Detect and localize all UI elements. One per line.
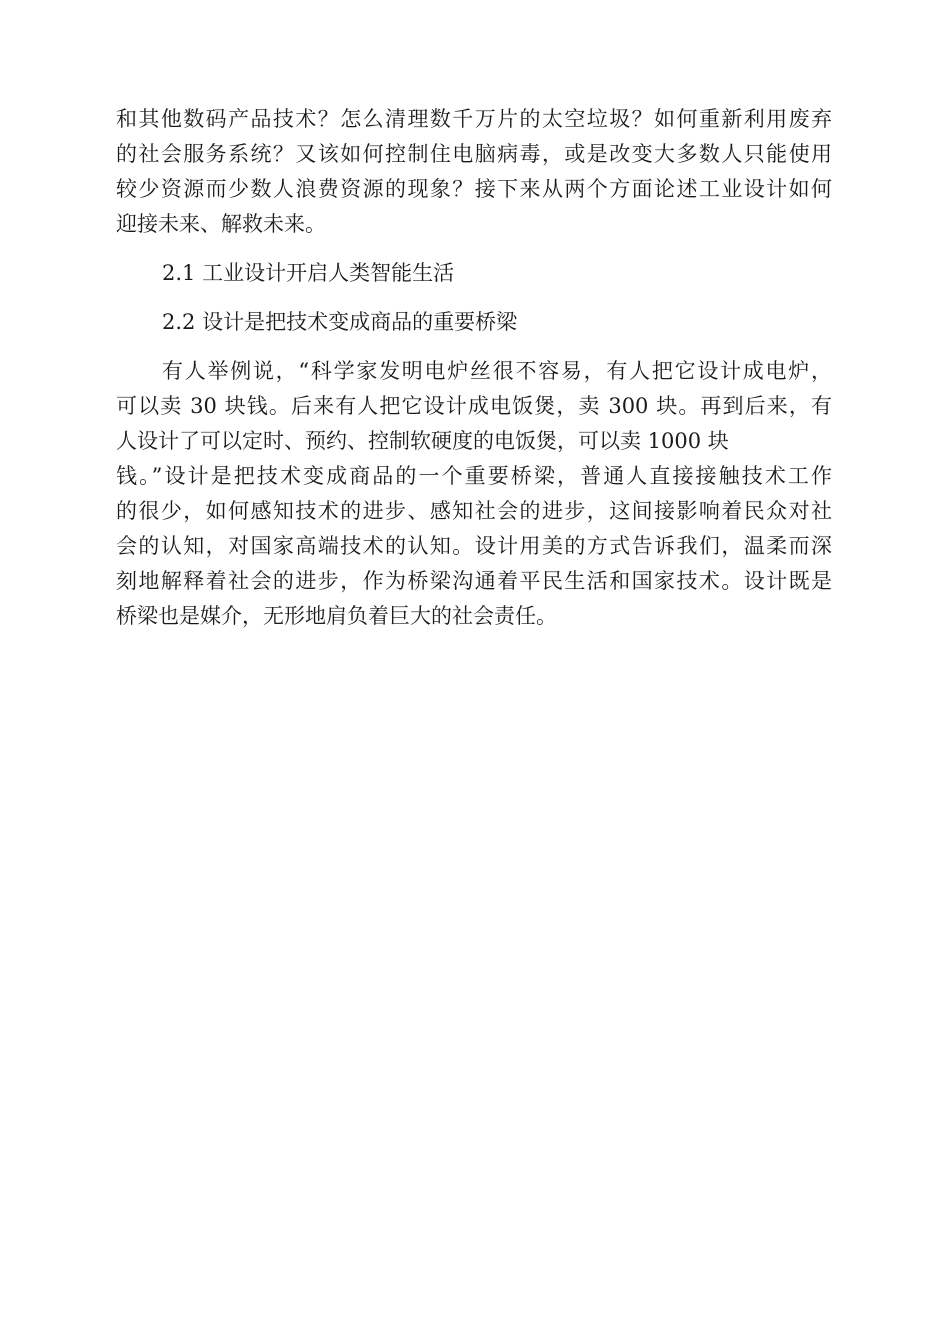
paragraph-line: 可以卖 30 块钱。后来有人把它设计成电饭煲，卖 300 块。再到后来，有 — [116, 394, 832, 418]
section-heading-2-1: 2.1 工业设计开启人类智能生活 — [162, 261, 455, 285]
paragraph-line: 钱。”设计是把技术变成商品的一个重要桥梁，普通人直接接触技术工作 — [116, 464, 832, 488]
paragraph-line: 的社会服务系统？又该如何控制住电脑病毒，或是改变大多数人只能使用 — [116, 142, 832, 166]
paragraph-line: 桥梁也是媒介，无形地肩负着巨大的社会责任。 — [116, 604, 557, 628]
paragraph-line: 人设计了可以定时、预约、控制软硬度的电饭煲，可以卖 1000 块 — [116, 429, 729, 453]
paragraph-line: 的很少，如何感知技术的进步、感知社会的进步，这间接影响着民众对社 — [116, 499, 832, 523]
paragraph-line: 刻地解释着社会的进步，作为桥梁沟通着平民生活和国家技术。设计既是 — [116, 569, 832, 593]
section-heading-2-2: 2.2 设计是把技术变成商品的重要桥梁 — [162, 310, 518, 334]
paragraph-line: 较少资源而少数人浪费资源的现象？接下来从两个方面论述工业设计如何 — [116, 177, 832, 201]
paragraph-design-bridge — [116, 354, 832, 634]
paragraph-line: 会的认知，对国家高端技术的认知。设计用美的方式告诉我们，温柔而深 — [116, 534, 832, 558]
paragraph-line: 有人举例说，“科学家发明电炉丝很不容易，有人把它设计成电炉， — [162, 359, 832, 383]
paragraph-line: 迎接未来、解救未来。 — [116, 212, 326, 236]
paragraph-line: 和其他数码产品技术？怎么清理数千万片的太空垃圾？如何重新利用废弃 — [116, 107, 832, 131]
document-body — [116, 102, 832, 634]
paragraph-intro — [116, 102, 832, 242]
